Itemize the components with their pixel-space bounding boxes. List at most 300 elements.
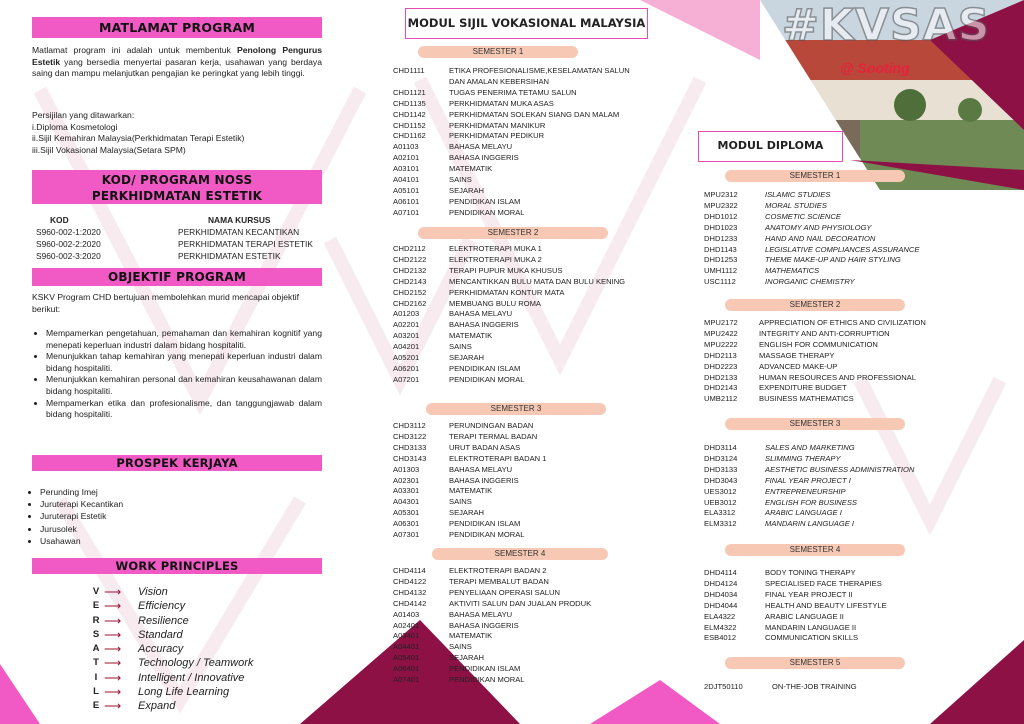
course-code: DHD1233: [704, 233, 738, 243]
course-name: PENDIDIKAN ISLAM: [449, 519, 521, 529]
course-row: [393, 599, 645, 610]
course-row: [704, 266, 1004, 277]
course-name: SEJARAH: [449, 185, 485, 195]
objektif-item: • Mempamerkan etika dan profesionalisme, dan tanggungjawab dalam bidang hospitaliti.: [46, 398, 322, 421]
course-code: A04201: [393, 342, 420, 352]
course-row: [393, 364, 645, 375]
persijilan-block: [32, 110, 322, 156]
work-principles-title: WORK PRINCIPLES: [32, 558, 322, 574]
principle-letter: E: [92, 600, 100, 612]
svm-sem2-label: SEMESTER 2: [418, 227, 608, 239]
dip-sem3-label: SEMESTER 3: [725, 418, 905, 430]
course-name: PERKHIDMATAN PEDIKUR: [449, 131, 545, 141]
principle-row: [88, 699, 318, 713]
course-code: ELA4322: [704, 611, 736, 621]
course-row: [393, 631, 645, 642]
course-code: A03301: [393, 486, 420, 496]
principle-row: [88, 671, 318, 685]
course-name: ELEKTROTERAPI MUKA 1: [449, 244, 542, 253]
course-row: [704, 223, 1004, 234]
course-row: [393, 288, 645, 299]
course-code: CHD2122: [393, 254, 427, 264]
course-code: A07101: [393, 207, 420, 217]
course-row: [704, 519, 1004, 530]
svm-title: MODUL SIJIL VOKASIONAL MALAYSIA: [405, 8, 648, 39]
course-row: [704, 633, 1004, 644]
svm-sem1-label: SEMESTER 1: [418, 46, 578, 58]
work-principles-list: [88, 585, 318, 714]
dip-sem3-table: [704, 443, 1004, 530]
arrow-icon: ⟶: [104, 670, 122, 685]
course-row: [393, 277, 645, 288]
course-row: [704, 454, 1004, 465]
course-code: 2DJT50110: [704, 682, 743, 691]
course-name: ADVANCED MAKE-UP: [759, 361, 838, 371]
banner-subtitle: @ Sooting: [840, 60, 910, 76]
course-name: HAND AND NAIL DECORATION: [765, 233, 876, 243]
course-name: MATEMATIK: [449, 164, 493, 174]
principle-word: Expand: [138, 700, 176, 713]
course-code: A04101: [393, 175, 420, 185]
course-code: UMH1112: [704, 266, 738, 276]
objektif-intro: KSKV Program CHD bertujuan membolehkan murid mencapai objektif berikut:: [32, 292, 300, 314]
course-row: [704, 373, 1004, 384]
principle-letter: A: [92, 643, 100, 655]
kod-cell: S960-002-3:2020: [36, 251, 101, 261]
course-code: A05101: [393, 185, 420, 195]
course-row: [704, 362, 1004, 373]
course-row: [393, 131, 645, 142]
course-name: SAINS: [449, 642, 472, 652]
course-name: SPECIALISED FACE THERAPIES: [765, 578, 882, 588]
course-code: DHD4044: [704, 600, 738, 610]
course-name: INTEGRITY AND ANTI-CORRUPTION: [759, 328, 890, 338]
course-name: BUSINESS MATHEMATICS: [759, 394, 854, 404]
course-name: MATEMATIK: [449, 631, 493, 641]
dip-sem1-label: SEMESTER 1: [725, 170, 905, 182]
dip-sem2-table: [704, 318, 1004, 405]
arrow-icon: ⟶: [104, 585, 122, 599]
course-code: DHD2113: [704, 350, 737, 360]
course-row: [393, 99, 645, 110]
course-code: ELM3312: [704, 519, 737, 529]
course-row: [393, 642, 645, 653]
principle-word: Standard: [138, 628, 183, 641]
course-code: CHD1135: [393, 98, 426, 108]
svm-sem3-table: [393, 421, 645, 541]
course-row: [393, 432, 645, 443]
course-code: A07401: [393, 675, 420, 685]
course-name: AESTHETIC BUSINESS ADMINISTRATION: [765, 464, 915, 474]
course-row: [704, 318, 1004, 329]
arrow-icon: ⟶: [104, 656, 122, 671]
course-row: [704, 568, 1004, 579]
principle-word: Resilience: [138, 614, 189, 627]
course-code: A04401: [393, 642, 420, 652]
course-name: SEJARAH: [449, 653, 485, 663]
course-code: A05301: [393, 508, 420, 518]
course-name: MORAL STUDIES: [765, 200, 827, 210]
course-name: ON-THE-JOB TRAINING: [772, 682, 857, 691]
course-name: MATEMATIK: [449, 486, 493, 496]
course-name: MATHEMATICS: [765, 266, 820, 276]
principle-row: [88, 599, 318, 613]
course-name: FINAL YEAR PROJECT I: [765, 475, 851, 485]
principle-row: [88, 656, 318, 670]
kod-header: KOD: [50, 215, 69, 225]
course-code: CHD2112: [393, 244, 426, 253]
matlamat-text-a: Matlamat program ini adalah untuk membentuk: [32, 45, 237, 55]
course-row: [393, 353, 645, 364]
course-code: USC1112: [704, 277, 736, 287]
course-name: PENDIDIKAN MORAL: [449, 675, 525, 685]
course-name: PENDIDIKAN ISLAM: [449, 196, 521, 206]
course-code: MPU2312: [704, 190, 738, 199]
corner-shape-left: [0, 664, 40, 724]
svm-sem4-table: [393, 566, 645, 686]
course-name: BAHASA INGGERIS: [449, 153, 519, 163]
kod-title: [32, 170, 322, 204]
course-name: ELEKTROTERAPI MUKA 2: [449, 254, 542, 264]
kod-title-line1: KOD/ PROGRAM NOSS: [101, 173, 253, 187]
course-name: MANDARIN LANGUAGE II: [765, 622, 857, 632]
course-code: CHD3112: [393, 421, 426, 430]
course-code: UEB3012: [704, 497, 737, 507]
course-row: [393, 508, 645, 519]
principle-row: [88, 585, 318, 599]
course-name: ARABIC LANGUAGE I: [765, 508, 842, 518]
course-code: A02201: [393, 320, 420, 330]
course-code: A01103: [393, 142, 419, 152]
course-row: [704, 234, 1004, 245]
course-code: ELA3312: [704, 508, 736, 518]
principle-letter: L: [93, 686, 99, 698]
principle-row: [88, 685, 318, 699]
course-code: DHD4124: [704, 578, 738, 588]
arrow-icon: ⟶: [104, 642, 122, 657]
prospek-title: PROSPEK KERJAYA: [32, 455, 322, 471]
course-row: [704, 487, 1004, 498]
course-name: COSMETIC SCIENCE: [765, 211, 841, 221]
course-row: [393, 266, 645, 277]
course-code: UES3012: [704, 486, 737, 496]
principle-letter: R: [92, 614, 100, 626]
course-code: A05201: [393, 353, 420, 363]
course-name: TERAPI TERMAL BADAN: [449, 431, 538, 441]
course-code: DHD3124: [704, 453, 738, 463]
course-code: CHD1162: [393, 131, 426, 141]
course-name: TERAPI MEMBALUT BADAN: [449, 576, 549, 586]
course-code: DHD3133: [704, 464, 738, 474]
course-code: DHD2143: [704, 383, 738, 393]
course-code: A06201: [393, 363, 420, 373]
course-code: CHD1152: [393, 120, 426, 130]
course-code: A02101: [393, 153, 420, 163]
course-row: [393, 610, 645, 621]
dip-sem4-label: SEMESTER 4: [725, 544, 905, 556]
course-code: UMB2112: [704, 394, 738, 404]
course-row: [393, 588, 645, 599]
course-row: [393, 244, 645, 255]
course-name: PERUNDINGAN BADAN: [449, 421, 534, 430]
prospek-item: • Usahawan: [40, 535, 226, 547]
course-row: [704, 623, 1004, 634]
course-code: A04301: [393, 497, 420, 507]
objektif-item: • Menunjukkan kemahiran personal dan kemahiran keusahawanan dalam bidang hospitaliti.: [46, 374, 322, 397]
kod-title-line2: PERKHIDMATAN ESTETIK: [91, 189, 263, 203]
principle-word: Long Life Learning: [138, 686, 230, 699]
course-code: CHD3143: [393, 453, 427, 463]
course-name: BAHASA INGGERIS: [449, 475, 519, 485]
course-name: TUGAS PENERIMA TETAMU SALUN: [449, 87, 577, 97]
svm-sem4-label: SEMESTER 4: [432, 548, 608, 560]
course-name: HEALTH AND BEAUTY LIFESTYLE: [765, 600, 887, 610]
course-row: [393, 331, 645, 342]
course-row: [393, 88, 645, 99]
course-code: A01203: [393, 309, 420, 319]
course-code: MPU2222: [704, 339, 738, 349]
matlamat-title: MATLAMAT PROGRAM: [32, 17, 322, 38]
course-row: [393, 486, 645, 497]
course-row: [393, 519, 645, 530]
course-row: [393, 375, 645, 386]
course-name: MASSAGE THERAPY: [759, 350, 835, 360]
course-name: EXPENDITURE BUDGET: [759, 383, 847, 393]
course-name: ENGLISH FOR COMMUNICATION: [759, 339, 878, 349]
prospek-item: • Juruterapi Kecantikan: [40, 498, 226, 510]
principle-letter: T: [93, 657, 99, 669]
course-row: [393, 110, 645, 121]
principle-word: Vision: [138, 586, 168, 598]
course-name: ISLAMIC STUDIES: [765, 190, 831, 199]
course-row: [393, 497, 645, 508]
course-code: DHD4114: [704, 568, 737, 577]
course-name: BAHASA MELAYU: [449, 464, 513, 474]
course-name: MEMBUANG BULU ROMA: [449, 298, 541, 308]
course-name: ELEKTROTERAPI BADAN 2: [449, 566, 547, 575]
kod-row: [32, 226, 322, 238]
svm-sem1-table: [393, 66, 645, 219]
course-code: DHD3114: [704, 443, 737, 452]
objektif-item: • Mempamerkan pengetahuan, pemahaman dan kemahiran kognitif yang menepati keperluan industri dalam bidang hospitaliti.: [46, 328, 322, 351]
arrow-icon: ⟶: [104, 599, 122, 614]
offer-item: ii.Sijil Kemahiran Malaysia(Perkhidmatan Terapi Estetik): [32, 133, 245, 144]
course-code: A01403: [393, 609, 420, 619]
objektif-list: [32, 328, 322, 421]
nama-kursus-header: NAMA KURSUS: [208, 215, 271, 225]
course-name: ELEKTROTERAPI BADAN 1: [449, 453, 547, 463]
course-code: CHD2162: [393, 298, 427, 308]
course-row: [393, 443, 645, 454]
prospek-list: [26, 486, 226, 547]
course-row: [393, 153, 645, 164]
course-code: CHD2143: [393, 276, 427, 286]
course-name: SAINS: [449, 342, 472, 352]
course-name: ARABIC LANGUAGE II: [765, 611, 844, 621]
course-code: DHD1143: [704, 244, 737, 254]
course-name: SALES AND MARKETING: [765, 443, 855, 452]
course-row: [704, 443, 1004, 454]
course-name: HUMAN RESOURCES AND PROFESSIONAL: [759, 372, 916, 382]
course-row: [393, 255, 645, 266]
corner-shape-bottom-right-pink: [590, 680, 720, 724]
course-row: [704, 612, 1004, 623]
course-code: A03401: [393, 631, 420, 641]
course-row: [393, 566, 645, 577]
course-name: TERAPI PUPUR MUKA KHUSUS: [449, 265, 563, 275]
course-row: [393, 66, 645, 88]
course-name: THEME MAKE-UP AND HAIR STYLING: [765, 255, 901, 265]
course-name: COMMUNICATION SKILLS: [765, 633, 859, 643]
course-name: MATEMATIK: [449, 331, 493, 341]
course-name: ETIKA PROFESIONALISME,KESELAMATAN SALUN DAN AMALAN KEBERSIHAN: [449, 66, 630, 86]
course-name: PERKHIDMATAN KONTUR MATA: [449, 287, 565, 297]
svm-sem3-label: SEMESTER 3: [426, 403, 606, 415]
course-code: CHD3133: [393, 442, 427, 452]
course-code: DHD3043: [704, 475, 738, 485]
course-row: [704, 201, 1004, 212]
course-code: A03101: [393, 164, 420, 174]
course-code: MPU2322: [704, 200, 738, 210]
course-row: [393, 675, 645, 686]
course-name: BAHASA MELAYU: [449, 609, 513, 619]
dip-sem2-label: SEMESTER 2: [725, 299, 905, 311]
course-name: BAHASA INGGERIS: [449, 620, 519, 630]
course-code: CHD4122: [393, 576, 427, 586]
kod-row: [32, 250, 322, 262]
course-row: [393, 309, 645, 320]
principle-letter: E: [92, 700, 100, 712]
nama-cell: PERKHIDMATAN TERAPI ESTETIK: [178, 239, 313, 249]
course-row: [704, 277, 1004, 288]
course-code: CHD4114: [393, 566, 426, 575]
course-name: PENDIDIKAN MORAL: [449, 207, 525, 217]
principle-letter: V: [92, 586, 100, 597]
course-code: A05401: [393, 653, 420, 663]
kod-cell: S960-002-1:2020: [36, 227, 101, 237]
course-name: FINAL YEAR PROJECT II: [765, 589, 853, 599]
matlamat-text-c: yang bersedia menyertai pasaran kerja, usahawan yang berdaya saing dan mampu melanjutkan pengajian ke peringkat yang lebih tinggi.: [32, 56, 322, 79]
course-row: [393, 621, 645, 632]
kod-table: [32, 214, 322, 262]
matlamat-text-bold: Penolong Pengurus Estetik: [32, 45, 322, 67]
course-row: [704, 476, 1004, 487]
course-row: [704, 498, 1004, 509]
diploma-title: MODUL DIPLOMA: [698, 131, 843, 162]
principle-letter: S: [92, 628, 100, 640]
course-code: DHD2223: [704, 361, 738, 371]
course-row: [393, 186, 645, 197]
arrow-icon: ⟶: [104, 699, 122, 714]
course-code: DHD1012: [704, 211, 738, 221]
course-code: DHD2133: [704, 372, 738, 382]
course-name: SAINS: [449, 175, 472, 185]
course-code: CHD2152: [393, 287, 427, 297]
course-code: A01303: [393, 464, 420, 474]
course-row: [393, 208, 645, 219]
course-row: [393, 197, 645, 208]
course-name: MENCANTIKKAN BULU MATA DAN BULU KENING: [449, 276, 626, 286]
course-row: [393, 320, 645, 331]
svm-sem2-table: [393, 244, 645, 386]
course-name: URUT BADAN ASAS: [449, 442, 521, 452]
principle-row: [88, 614, 318, 628]
course-code: CHD1142: [393, 109, 426, 119]
course-name: SEJARAH: [449, 508, 485, 518]
course-code: DHD4034: [704, 589, 738, 599]
course-row: [704, 329, 1004, 340]
course-name: APPRECIATION OF ETHICS AND CIVILIZATION: [759, 318, 926, 327]
course-row: [393, 664, 645, 675]
course-row: [393, 476, 645, 487]
course-name: BODY TONING THERAPY: [765, 568, 856, 577]
course-name: PERKHIDMATAN SOLEKAN SIANG DAN MALAM: [449, 109, 620, 119]
course-name: PERKHIDMATAN MUKA ASAS: [449, 98, 554, 108]
offer-item: iii.Sijil Vokasional Malaysia(Setara SPM): [32, 144, 186, 155]
course-code: A06101: [393, 196, 420, 206]
course-name: ENGLISH FOR BUSINESS: [765, 497, 857, 507]
course-name: LEGISLATIVE COMPLIANCES ASSURANCE: [765, 244, 920, 254]
course-code: ELM4322: [704, 622, 737, 632]
course-row: [393, 465, 645, 476]
course-row: [704, 590, 1004, 601]
principle-word: Efficiency: [138, 600, 186, 613]
course-row: [393, 121, 645, 132]
course-row: [393, 342, 645, 353]
course-row: [393, 299, 645, 310]
course-row: [704, 255, 1004, 266]
course-row: [704, 465, 1004, 476]
course-code: CHD4142: [393, 598, 427, 608]
prospek-item: • Perunding Imej: [40, 486, 226, 498]
course-name: AKTIVITI SALUN DAN JUALAN PRODUK: [449, 598, 592, 608]
course-row: [704, 351, 1004, 362]
course-row: [393, 653, 645, 664]
course-name: MANDARIN LANGUAGE I: [765, 519, 855, 529]
course-code: CHD4132: [393, 587, 427, 597]
course-code: MPU2172: [704, 318, 738, 327]
course-code: A07201: [393, 374, 420, 384]
persijilan-title: Persijilan yang ditawarkan:: [32, 110, 135, 120]
course-row: [393, 175, 645, 186]
course-row: [393, 454, 645, 465]
principle-letter: I: [94, 671, 98, 683]
principle-word: Accuracy: [138, 643, 184, 656]
course-code: A07301: [393, 530, 420, 540]
dip-sem5-table: [704, 682, 1004, 693]
course-name: PENDIDIKAN MORAL: [449, 530, 525, 540]
matlamat-paragraph: [32, 45, 322, 80]
course-name: SLIMMING THERAPY: [765, 453, 841, 463]
prospek-item: • Jurusolek: [40, 523, 226, 535]
course-row: [393, 577, 645, 588]
course-name: SEJARAH: [449, 353, 485, 363]
arrow-icon: ⟶: [104, 613, 122, 628]
dip-sem5-label: SEMESTER 5: [725, 657, 905, 669]
course-name: BAHASA MELAYU: [449, 309, 513, 319]
course-code: ESB4012: [704, 633, 737, 643]
course-code: A03201: [393, 331, 420, 341]
course-name: BAHASA INGGERIS: [449, 320, 519, 330]
course-code: CHD3122: [393, 431, 427, 441]
course-name: SAINS: [449, 497, 472, 507]
course-code: DHD1023: [704, 222, 738, 232]
course-row: [704, 190, 1004, 201]
objektif-item: • Menunjukkan tahap kemahiran yang menepati keperluan industri dalam bidang hospitaliti.: [46, 351, 322, 374]
dip-sem1-table: [704, 190, 1004, 288]
course-code: CHD1121: [393, 87, 426, 97]
course-code: A02301: [393, 475, 420, 485]
